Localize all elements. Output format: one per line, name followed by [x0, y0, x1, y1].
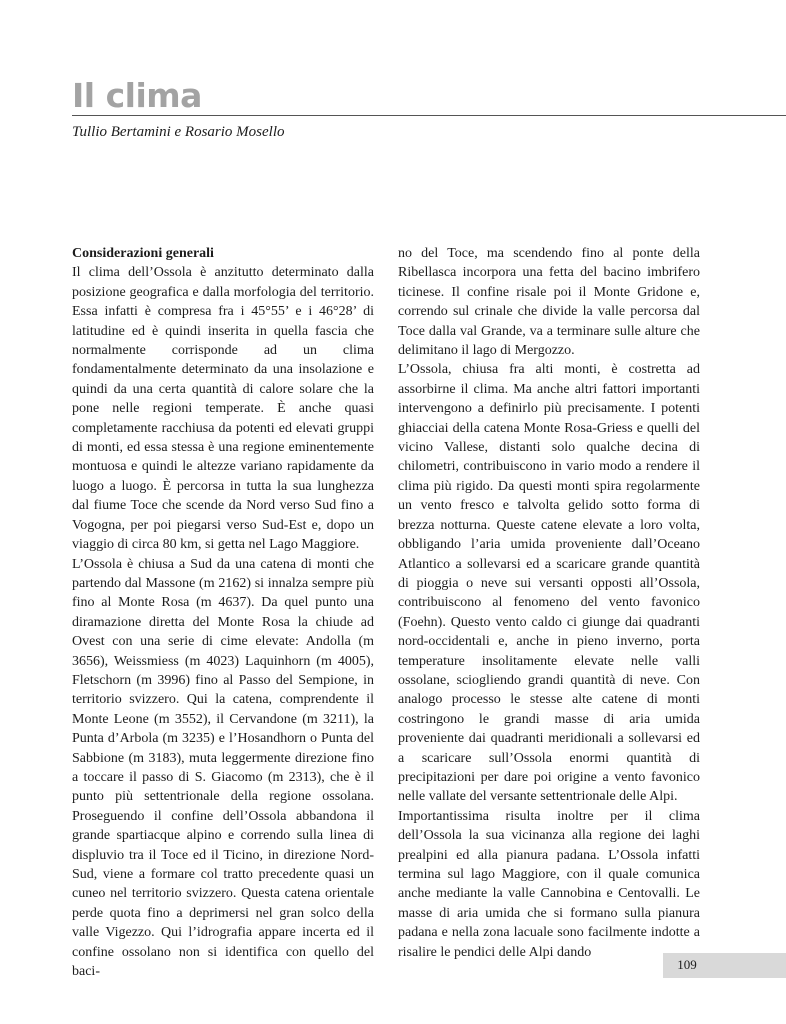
paragraph: no del Toce, ma scendendo fino al ponte della Ribellasca incorpora una fetta del bacino imbrifero ticinese. Il confine risale poi il Monte Gridone e, correndo sul crinale che divide la valle percorsa dal Toce dalla val Grande, va a terminare sulle alture che delimitano il lago di Mergozzo.: [398, 246, 700, 359]
page-number-box: [663, 953, 786, 978]
paragraph: L’Ossola, chiusa fra alti monti, è costretta ad assorbirne il clima. Ma anche altri fattori importanti intervengono a definirlo più precisamente. I potenti ghiacciai della catena Monte Rosa-Griess e quelli del vicino Vallese, distanti solo qualche decina di chilometri, contribuiscono in vario modo a rendere il clima più rigido. Da questi monti spira regolarmente un vento fresco e talvolta gelido sotto forma di brezza notturna. Queste catene elevate a loro volta, obbligando l’aria umida proveniente dall’Oceano Atlantico a sollevarsi ed a scaricare grande quantità di pioggia o neve sui versanti opposti all’Ossola, contribuiscono al fenomeno del vento favonico (Foehn). Questo vento caldo ci giunge dai quadranti nord-occidentali e, anche in pieno inverno, porta temperature insolitamente elevate nelle valli ossolane, sciogliendo grandi quantità di neve. Con analogo processo le stesse alte catene di monti costringono le grandi masse di aria umida proveniente dai quadranti meridionali a sollevarsi ed a scaricare sull’Ossola enormi quantità di precipitazioni per dare poi origine a vento favonico nelle vallate del versante settentrionale delle Alpi.: [398, 362, 700, 805]
chapter-title: Il clima: [72, 76, 202, 115]
left-column: [72, 244, 374, 981]
right-column: [398, 244, 700, 962]
paragraph: Importantissima risulta inoltre per il clima dell’Ossola la sua vicinanza alla regione dei laghi prealpini ed alla pianura padana. L’Ossola infatti termina sul lago Maggiore, con il quale comunica anche mediante la valle Cannobina e Centovalli. Le masse di aria umida che si formano sulla pianura padana e nella zona lacuale sono facilmente indotte a risalire le pendici delle Alpi dando: [398, 808, 700, 960]
title-rule: [72, 115, 786, 116]
chapter-authors: Tullio Bertamini e Rosario Mosello: [72, 124, 285, 140]
paragraph: Il clima dell’Ossola è anzitutto determinato dalla posizione geografica e dalla morfologia del territorio. Essa infatti è compresa fra i 45°55’ e i 46°28’ di latitudine ed è quindi inserita in quella fascia che normalmente corrisponde ad un clima fondamentalmente determinato da una insolazione e quindi da una certa quantità di calore solare che la pone nelle regioni temperate. È anche quasi completamente racchiusa da potenti ed elevati gruppi di monti, ed essa stessa è una regione eminentemente montuosa e quindi le altezze variano rapidamente da luogo a luogo. È percorsa in tutta la sua lunghezza dal fiume Toce che scende da Nord verso Sud fino a Vogogna, per poi piegarsi verso Sud-Est e, dopo un viaggio di circa 80 km, si getta nel Lago Maggiore.: [72, 265, 374, 553]
paragraph: L’Ossola è chiusa a Sud da una catena di monti che partendo dal Massone (m 2162) si innalza sempre più fino al Monte Rosa (m 4637). Da quel punto una diramazione diretta del Monte Rosa la chiude ad Ovest con una serie di cime elevate: Andolla (m 3656), Weissmiess (m 4023) Laquinhorn (m 4005), Fletschorn (m 3996) fino al Passo del Sempione, in territorio svizzero. Qui la catena, comprendente il Monte Leone (m 3552), il Cervandone (m 3211), la Punta d’Arbola (m 3235) e l’Hosandhorn o Punta del Sabbione (m 3183), muta leggermente direzione fino a toccare il passo di S. Giacomo (m 2313), che è il punto più settentrionale della regione ossolana. Proseguendo il confine dell’Ossola abbandona il grande spartiacque alpino e correndo sulla linea di displuvio tra il Toce ed il Ticino, in direzione Nord-Sud, viene a formare col tratto precedente quasi un cuneo nel territorio svizzero. Questa catena orientale perde quota fino a deprimersi nel gran solco della valle Vigezzo. Qui l’idrografia appare incerta ed il confine ossolano non si identifica con quello del baci-: [72, 556, 374, 980]
page-number: 109: [677, 957, 697, 972]
section-heading: Considerazioni generali: [72, 246, 214, 261]
